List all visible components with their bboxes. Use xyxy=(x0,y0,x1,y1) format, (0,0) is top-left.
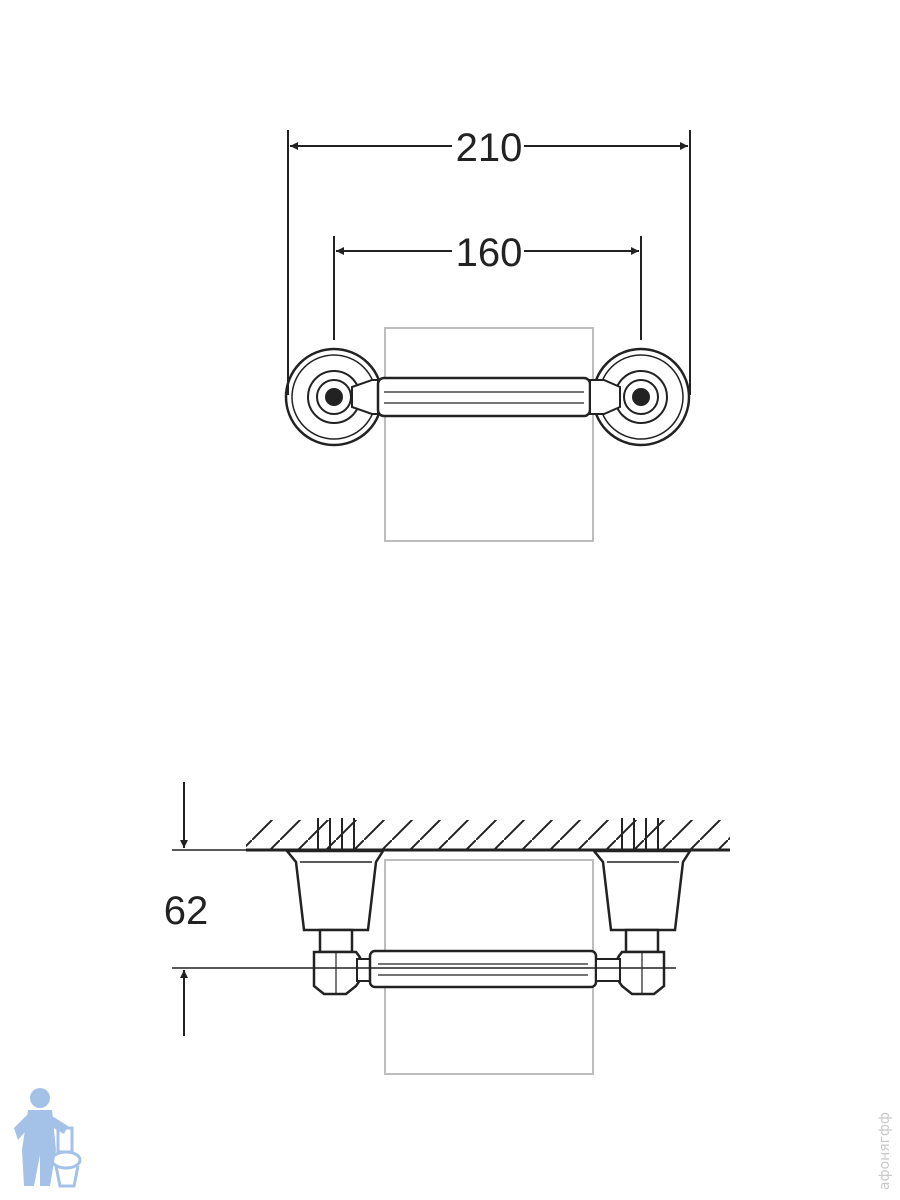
plumber-logo-icon xyxy=(14,1088,80,1186)
holder-bar-top xyxy=(352,378,620,416)
watermark-text: афонягфф xyxy=(877,1112,893,1190)
holder-bar-side xyxy=(357,951,620,987)
side-view xyxy=(164,782,730,1074)
dimension-label-160: 160 xyxy=(455,231,523,275)
dimension-label-210: 210 xyxy=(455,126,523,170)
paper-roll-outline-top xyxy=(385,328,593,541)
dimension-label-62: 62 xyxy=(163,889,209,933)
top-view xyxy=(286,126,690,541)
